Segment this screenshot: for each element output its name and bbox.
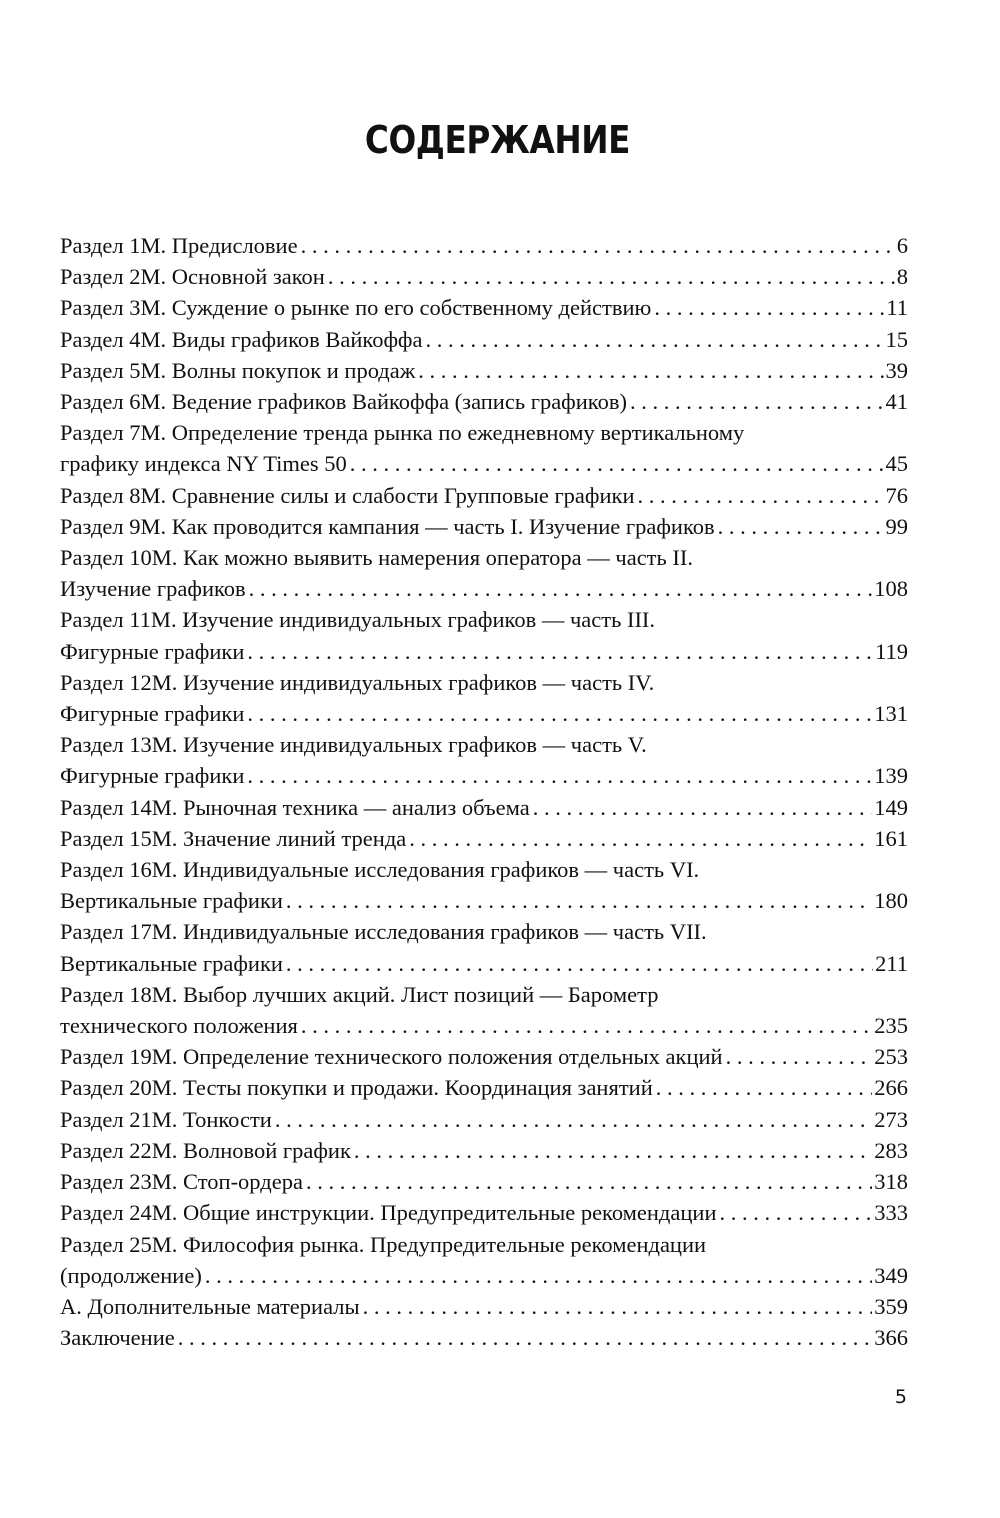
toc-line bbox=[60, 448, 908, 479]
toc-leader-dots bbox=[425, 324, 883, 355]
toc-page-number: 108 bbox=[874, 576, 908, 602]
toc-line bbox=[60, 230, 908, 261]
toc-line bbox=[60, 480, 908, 511]
toc-line bbox=[60, 1291, 908, 1322]
toc-entry bbox=[60, 604, 908, 666]
toc-entry bbox=[60, 324, 908, 355]
toc-leader-dots bbox=[354, 1135, 872, 1166]
toc-leader-dots bbox=[178, 1322, 873, 1353]
toc-leader-dots bbox=[720, 1197, 873, 1228]
toc-page-number: 11 bbox=[886, 295, 908, 321]
toc-page-number: 41 bbox=[885, 389, 908, 415]
toc-entry bbox=[60, 542, 908, 604]
toc-line bbox=[60, 1260, 908, 1291]
toc-entry bbox=[60, 979, 908, 1041]
toc-entry bbox=[60, 729, 908, 791]
toc-entry-title: Раздел 1М. Предисловие bbox=[60, 233, 298, 258]
toc-entry bbox=[60, 1041, 908, 1072]
toc-line bbox=[60, 885, 908, 916]
toc-leader-dots bbox=[328, 261, 895, 292]
toc-leader-dots bbox=[726, 1041, 873, 1072]
toc-entry-title: Раздел 11М. Изучение индивидуальных графиков — часть III. bbox=[60, 607, 656, 633]
toc-entry bbox=[60, 667, 908, 729]
toc-entry bbox=[60, 1072, 908, 1103]
toc-leader-dots bbox=[247, 636, 873, 667]
toc-entry-title: Раздел 5М. Волны покупок и продаж bbox=[60, 357, 416, 383]
toc-leader-dots bbox=[301, 1010, 872, 1041]
toc-line bbox=[60, 1229, 908, 1260]
toc-page-number: 119 bbox=[875, 638, 908, 664]
toc-entry-title: Раздел 4М. Виды графиков Вайкоффа bbox=[60, 326, 423, 352]
toc-line bbox=[60, 916, 908, 947]
toc-page-number: 6 bbox=[896, 233, 908, 258]
toc-entry bbox=[60, 1291, 908, 1322]
toc-entry-title: Раздел 12М. Изучение индивидуальных графиков — часть IV. bbox=[60, 669, 655, 695]
toc-entry-title: Раздел 9М. Как проводится кампания — часть I. Изучение графиков bbox=[60, 513, 715, 539]
toc-entry-title: Раздел 25М. Философия рынка. Предупредительные рекомендации bbox=[60, 1231, 707, 1257]
toc-entry-title: Раздел 7М. Определение тренда рынка по ежедневному вертикальному bbox=[60, 420, 745, 446]
toc-leader-dots bbox=[654, 292, 884, 323]
toc-line bbox=[60, 823, 908, 854]
toc-entry-title: Раздел 8М. Сравнение силы и слабости Групповые графики bbox=[60, 482, 635, 508]
toc-entry bbox=[60, 386, 908, 417]
toc-entry bbox=[60, 916, 908, 978]
toc-entry bbox=[60, 1322, 908, 1353]
toc-entry-title: технического положения bbox=[60, 1013, 298, 1039]
toc-line bbox=[60, 1041, 908, 1072]
toc-leader-dots bbox=[275, 1104, 872, 1135]
toc-line bbox=[60, 729, 908, 760]
toc-page-number: 283 bbox=[874, 1137, 908, 1163]
toc-entry-title: Раздел 13М. Изучение индивидуальных графиков — часть V. bbox=[60, 732, 647, 758]
toc-line bbox=[60, 573, 908, 604]
toc-entry-title: Фигурные графики bbox=[60, 763, 245, 789]
toc-line bbox=[60, 1322, 908, 1353]
toc-entry bbox=[60, 854, 908, 916]
toc-line bbox=[60, 792, 908, 823]
toc-page-number: 45 bbox=[885, 451, 908, 477]
toc-entry-title: Раздел 3М. Суждение о рынке по его собственному действию bbox=[60, 295, 652, 321]
toc-leader-dots bbox=[306, 1166, 872, 1197]
toc-page-number: 180 bbox=[874, 888, 908, 914]
toc-entry bbox=[60, 355, 908, 386]
toc-line bbox=[60, 604, 908, 635]
toc-leader-dots bbox=[718, 511, 884, 542]
toc-entry-title: Фигурные графики bbox=[60, 701, 245, 727]
toc-page-number: 161 bbox=[874, 825, 908, 851]
toc-entry bbox=[60, 823, 908, 854]
toc-leader-dots bbox=[205, 1260, 872, 1291]
toc-entry bbox=[60, 1197, 908, 1228]
toc-leader-dots bbox=[533, 792, 873, 823]
toc-page-number: 76 bbox=[885, 482, 908, 508]
toc-leader-dots bbox=[656, 1072, 873, 1103]
toc-line bbox=[60, 1072, 908, 1103]
toc-entry-title: Раздел 16М. Индивидуальные исследования графиков — часть VI. bbox=[60, 857, 700, 883]
toc-entry-title: графику индекса NY Times 50 bbox=[60, 451, 347, 477]
toc-entry bbox=[60, 261, 908, 292]
toc-entry-title: (продолжение) bbox=[60, 1262, 202, 1288]
toc-page-number: 39 bbox=[885, 357, 908, 383]
toc-page-number: 8 bbox=[896, 264, 908, 290]
toc-entry bbox=[60, 1135, 908, 1166]
toc-line bbox=[60, 1104, 908, 1135]
toc-page-number: 366 bbox=[874, 1325, 908, 1351]
toc-page-number: 15 bbox=[885, 326, 908, 352]
toc-leader-dots bbox=[249, 573, 873, 604]
toc-leader-dots bbox=[630, 386, 884, 417]
toc-entry-title: Заключение bbox=[60, 1325, 175, 1351]
toc-entry-title: Раздел 20М. Тесты покупки и продажи. Координация занятий bbox=[60, 1075, 653, 1101]
toc-entry-title: Изучение графиков bbox=[60, 576, 246, 602]
toc-entry-title: Раздел 17М. Индивидуальные исследования графиков — часть VII. bbox=[60, 919, 707, 945]
toc-page-number: 349 bbox=[874, 1262, 908, 1288]
toc-page-number: 333 bbox=[874, 1200, 908, 1226]
toc-leader-dots bbox=[350, 448, 884, 479]
toc-page-number: 253 bbox=[874, 1044, 908, 1070]
toc-entry-title: Раздел 24М. Общие инструкции. Предупредительные рекомендации bbox=[60, 1200, 717, 1226]
toc-leader-dots bbox=[409, 823, 872, 854]
toc-page-number: 359 bbox=[874, 1293, 908, 1319]
toc-line bbox=[60, 261, 908, 292]
toc-entry-title: А. Дополнительные материалы bbox=[60, 1293, 360, 1319]
page-number: 5 bbox=[894, 1386, 907, 1408]
toc-leader-dots bbox=[418, 355, 883, 386]
toc-line bbox=[60, 1135, 908, 1166]
toc-line bbox=[60, 542, 908, 573]
toc-page-number: 131 bbox=[874, 701, 908, 727]
toc-line bbox=[60, 511, 908, 542]
toc-line bbox=[60, 386, 908, 417]
toc-line bbox=[60, 760, 908, 791]
toc-page-number: 99 bbox=[885, 513, 908, 539]
toc-page-number: 266 bbox=[874, 1075, 908, 1101]
toc-entry-title: Раздел 22М. Волновой график bbox=[60, 1137, 351, 1163]
toc-page-number: 318 bbox=[874, 1169, 908, 1195]
toc-line bbox=[60, 324, 908, 355]
page-title: СОДЕРЖАНИЕ bbox=[364, 118, 631, 162]
toc-leader-dots bbox=[286, 948, 873, 979]
toc-page-number: 149 bbox=[874, 794, 908, 820]
toc-entry bbox=[60, 1104, 908, 1135]
toc-entry bbox=[60, 292, 908, 323]
toc-entry-title: Раздел 6М. Ведение графиков Вайкоффа (запись графиков) bbox=[60, 389, 627, 415]
toc-leader-dots bbox=[363, 1291, 873, 1322]
toc-page-number: 139 bbox=[874, 763, 908, 789]
toc-entry bbox=[60, 417, 908, 479]
toc-entry-title: Фигурные графики bbox=[60, 638, 245, 664]
toc-entry bbox=[60, 1229, 908, 1291]
toc-leader-dots bbox=[247, 760, 872, 791]
toc-entry bbox=[60, 480, 908, 511]
toc-entry-title: Раздел 19М. Определение технического положения отдельных акций bbox=[60, 1044, 723, 1070]
toc-leader-dots bbox=[301, 230, 895, 261]
toc-entry-title: Раздел 10М. Как можно выявить намерения оператора — часть II. bbox=[60, 545, 694, 571]
toc-leader-dots bbox=[638, 480, 884, 511]
toc-leader-dots bbox=[247, 698, 872, 729]
toc-line bbox=[60, 667, 908, 698]
toc-entry bbox=[60, 511, 908, 542]
toc-line bbox=[60, 636, 908, 667]
toc-entry-title: Раздел 18М. Выбор лучших акций. Лист позиций — Барометр bbox=[60, 981, 659, 1007]
toc-entry-title: Вертикальные графики bbox=[60, 950, 283, 976]
toc-entry-title: Раздел 21М. Тонкости bbox=[60, 1106, 272, 1132]
toc-line bbox=[60, 948, 908, 979]
toc-entry-title: Раздел 15М. Значение линий тренда bbox=[60, 825, 407, 851]
toc-page-number: 211 bbox=[875, 950, 908, 976]
toc-page-number: 235 bbox=[874, 1013, 908, 1039]
toc-entry-title: Раздел 14М. Рыночная техника — анализ объема bbox=[60, 794, 530, 820]
toc-line bbox=[60, 1010, 908, 1041]
toc-line bbox=[60, 417, 908, 448]
toc-entry-title: Вертикальные графики bbox=[60, 888, 283, 914]
toc-line bbox=[60, 355, 908, 386]
toc-leader-dots bbox=[286, 885, 872, 916]
toc-page-number: 273 bbox=[874, 1106, 908, 1132]
toc-line bbox=[60, 1197, 908, 1228]
toc-line bbox=[60, 979, 908, 1010]
toc-entry bbox=[60, 792, 908, 823]
table-of-contents bbox=[60, 230, 908, 1353]
toc-entry-title: Раздел 23М. Стоп-ордера bbox=[60, 1169, 303, 1195]
toc-line bbox=[60, 292, 908, 323]
toc-line bbox=[60, 1166, 908, 1197]
toc-entry bbox=[60, 1166, 908, 1197]
toc-entry bbox=[60, 230, 908, 261]
toc-line bbox=[60, 698, 908, 729]
toc-entry-title: Раздел 2М. Основной закон bbox=[60, 264, 325, 290]
toc-line bbox=[60, 854, 908, 885]
